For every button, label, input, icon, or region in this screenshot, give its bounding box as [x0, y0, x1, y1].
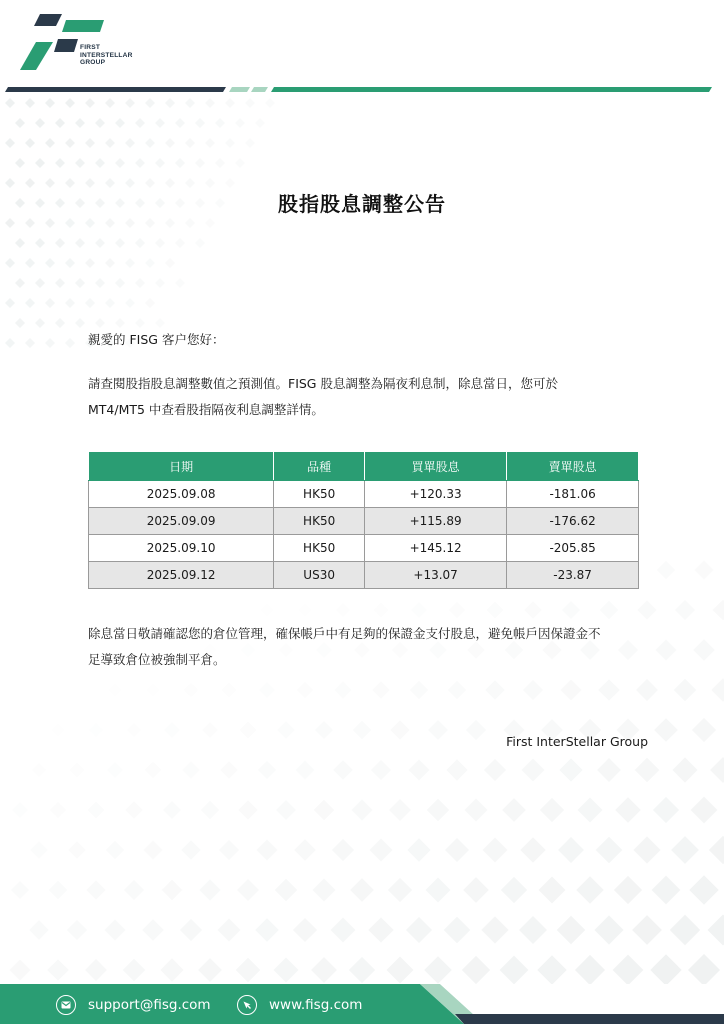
- cell-date: 2025.09.10: [89, 535, 274, 562]
- signature-text: First InterStellar Group: [506, 734, 648, 749]
- cell-date: 2025.09.08: [89, 481, 274, 508]
- footer-email-text[interactable]: support@fisg.com: [88, 997, 211, 1013]
- cell-date: 2025.09.12: [89, 562, 274, 589]
- header-sell-dividend: 賣單股息: [507, 452, 639, 481]
- cell-buy: +13.07: [365, 562, 507, 589]
- closing-line: 足導致倉位被強制平倉。: [88, 652, 226, 667]
- cell-sell: -176.62: [507, 508, 639, 535]
- decorative-dots: [0, 95, 300, 355]
- intro-paragraph: [88, 371, 628, 423]
- table-row: [89, 535, 639, 562]
- cell-sell: -181.06: [507, 481, 639, 508]
- logo-line-group: GROUP: [80, 59, 106, 67]
- table-row: [89, 508, 639, 535]
- header-date: 日期: [89, 452, 274, 481]
- closing-paragraph: [88, 621, 648, 673]
- intro-line: 請查閱股指股息調整數值之預測值。FISG 股息調整為隔夜利息制，除息當日，您可於: [88, 376, 558, 391]
- greeting-text: 親愛的 FISG 客户您好：: [88, 332, 225, 347]
- cell-buy: +145.12: [365, 535, 507, 562]
- header-buy-dividend: 買單股息: [365, 452, 507, 481]
- header-symbol: 品種: [274, 452, 365, 481]
- table-header-row: [89, 452, 639, 481]
- dividend-table: [88, 451, 639, 589]
- mail-icon: [56, 995, 76, 1015]
- footer-website[interactable]: [237, 995, 362, 1015]
- cell-symbol: HK50: [274, 535, 365, 562]
- cell-buy: +115.89: [365, 508, 507, 535]
- footer-website-text[interactable]: www.fisg.com: [269, 997, 363, 1013]
- footer-email[interactable]: [56, 995, 211, 1015]
- cell-buy: +120.33: [365, 481, 507, 508]
- logo-line-first: FIRST: [80, 44, 101, 51]
- logo-line-interstellar: INTERSTELLAR: [80, 51, 133, 59]
- cell-sell: -23.87: [507, 562, 639, 589]
- cursor-icon: [237, 995, 257, 1015]
- table-row: [89, 562, 639, 589]
- cell-symbol: HK50: [274, 481, 365, 508]
- table-row: [89, 481, 639, 508]
- cell-symbol: HK50: [274, 508, 365, 535]
- page-title: 股指股息調整公告: [278, 192, 446, 216]
- cell-symbol: US30: [274, 562, 365, 589]
- cell-date: 2025.09.09: [89, 508, 274, 535]
- closing-line: 除息當日敬請確認您的倉位管理，確保帳戶中有足夠的保證金支付股息，避免帳戶因保證金不: [88, 626, 601, 641]
- cell-sell: -205.85: [507, 535, 639, 562]
- header-divider: [0, 85, 724, 93]
- logo-wordmark: [80, 44, 133, 67]
- intro-line: MT4/MT5 中查看股指隔夜利息調整詳情。: [88, 402, 324, 417]
